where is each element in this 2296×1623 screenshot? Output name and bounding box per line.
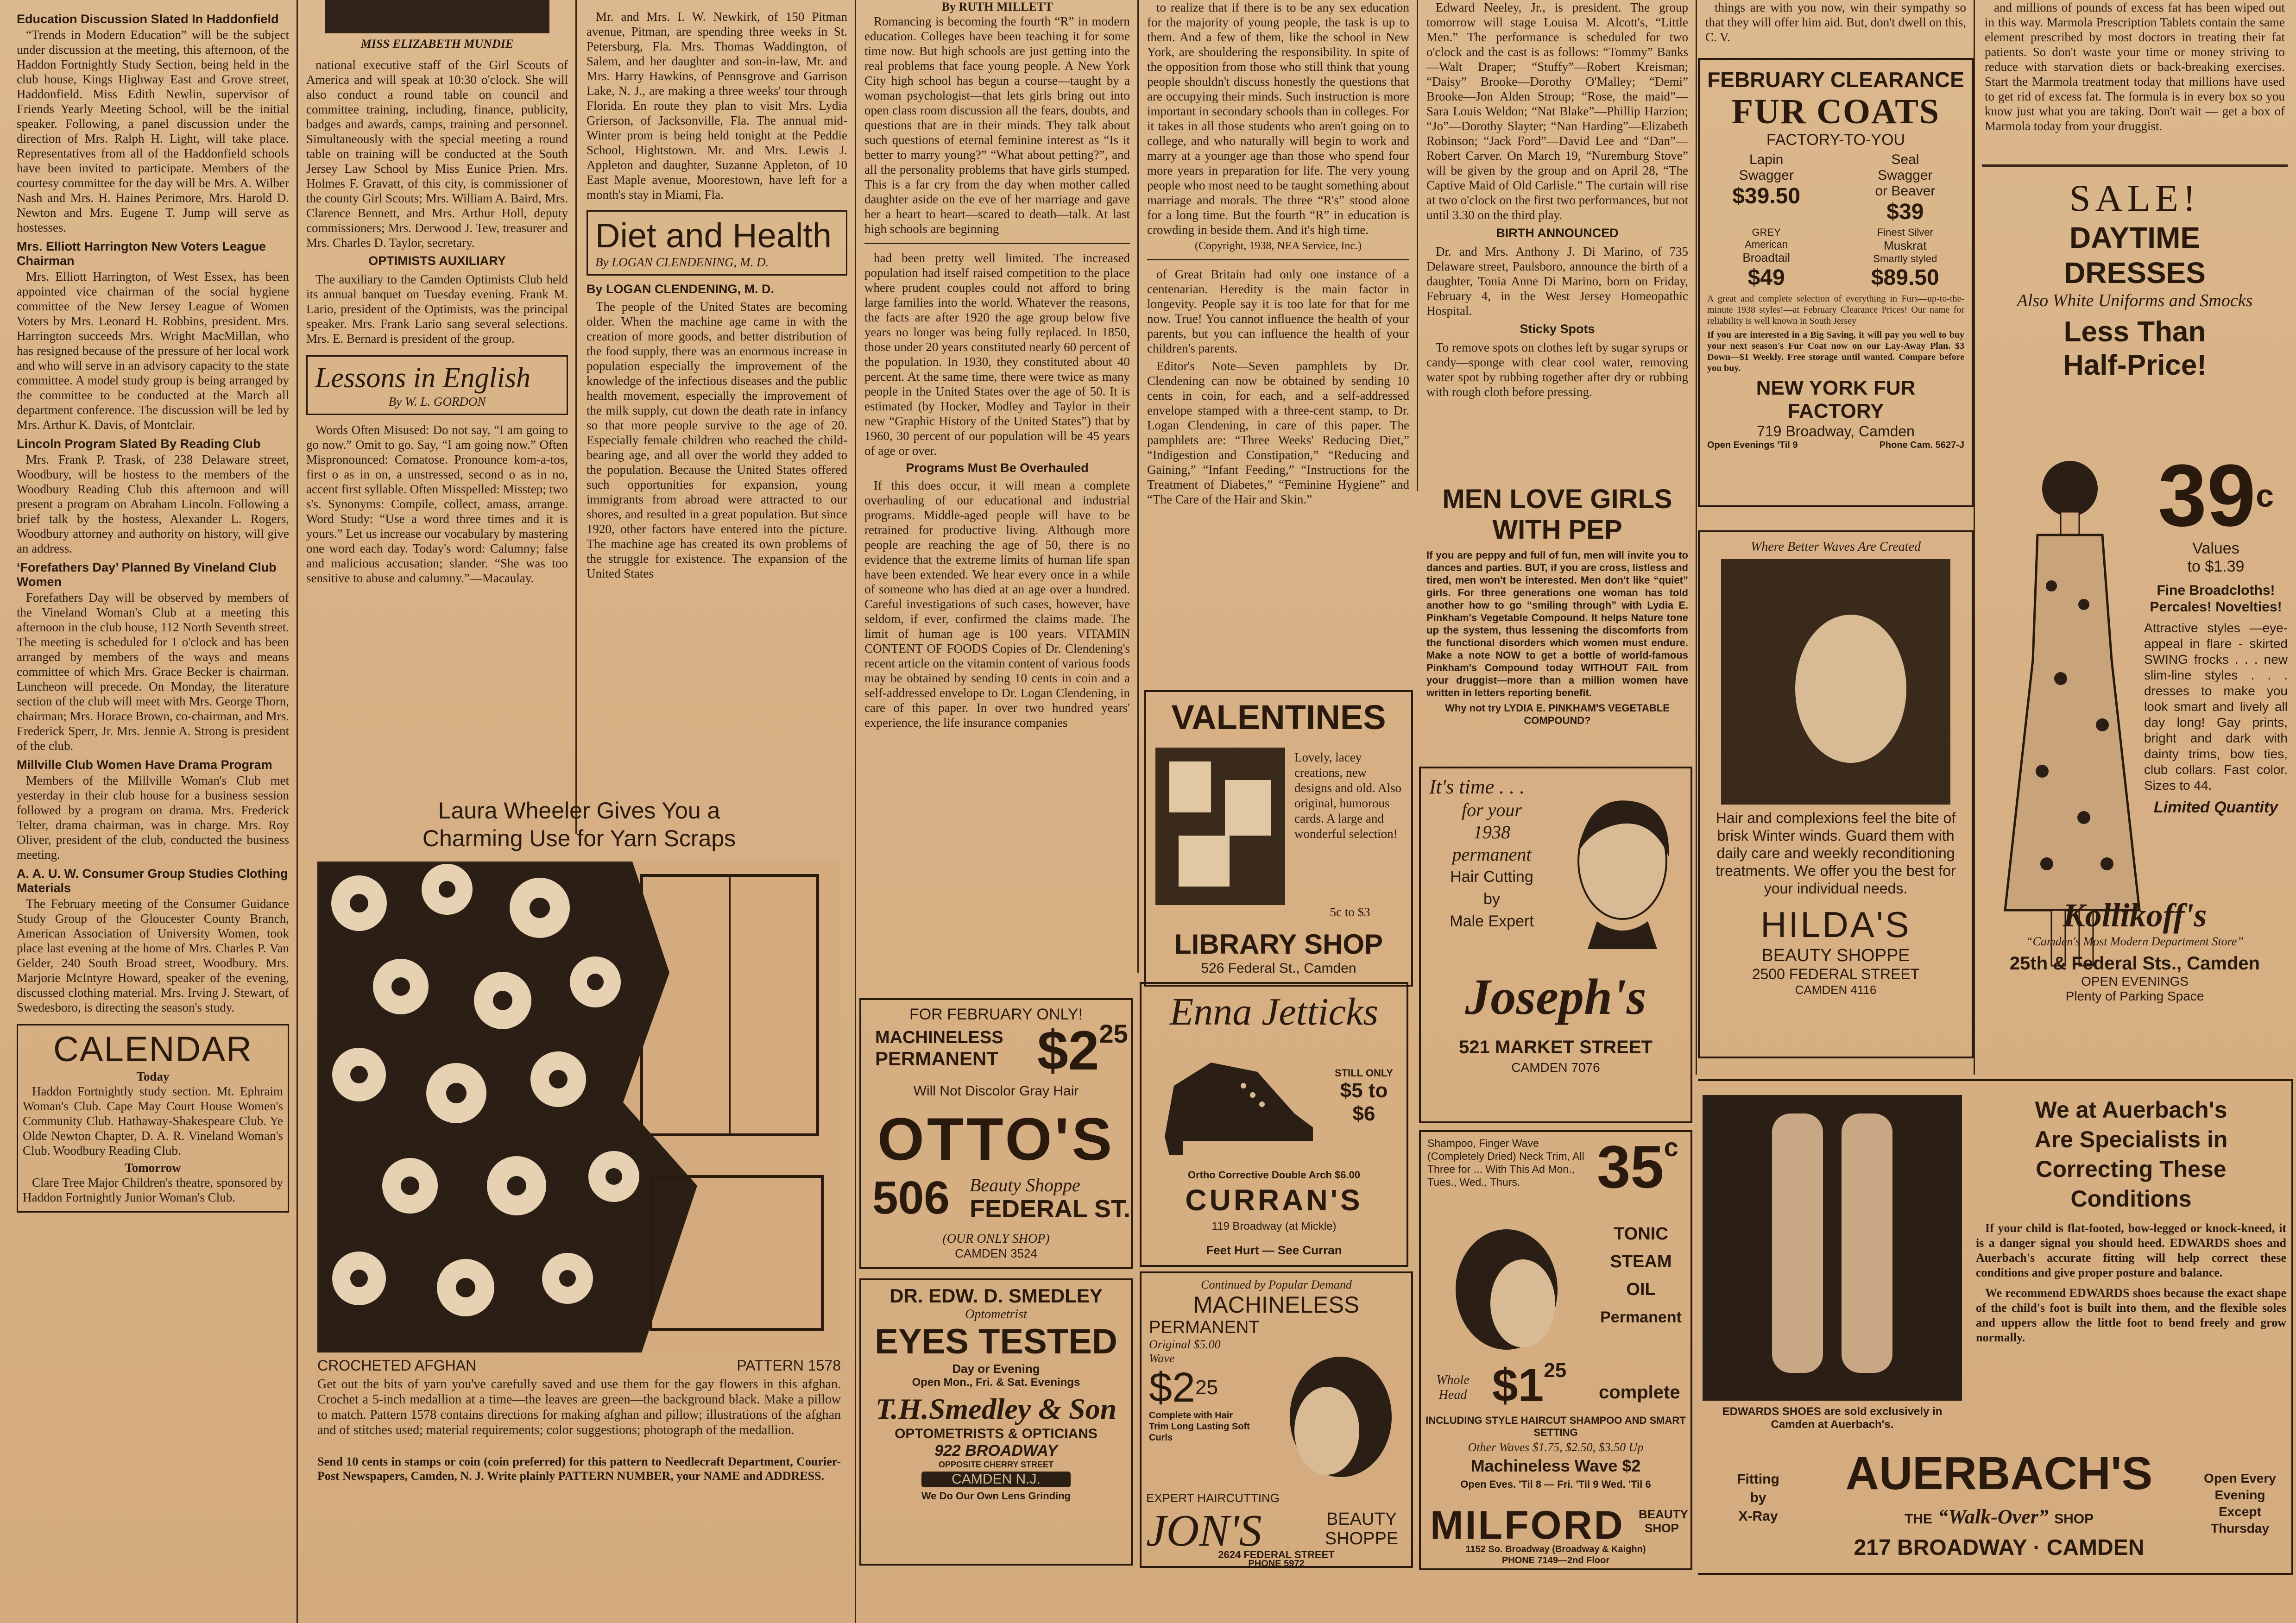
column-7	[1698, 0, 1974, 51]
lessons-box	[306, 355, 568, 415]
column-1	[9, 0, 296, 1623]
ad-sub: BEAUTY SHOP	[1639, 1507, 1688, 1535]
headline: Sticky Spots	[1520, 322, 1595, 336]
feature-headline: Laura Wheeler Gives You a	[438, 798, 720, 824]
ad-phone: CAMDEN 7076	[1511, 1060, 1600, 1075]
ad-address: 526 Federal St., Camden	[1201, 961, 1356, 976]
shamp-perm-box	[1597, 1220, 1685, 1331]
fur-price: $39	[1886, 200, 1924, 224]
values-line: to $1.39	[2187, 558, 2245, 575]
ad-store-name: NEW YORK FUR FACTORY	[1756, 377, 1916, 422]
fur-desc: Broadtail	[1742, 251, 1790, 264]
ad-store-name: Kollikoff's	[2063, 897, 2207, 934]
ad-store-name: OTTO'S	[877, 1105, 1115, 1173]
price-dollars: $1	[1492, 1359, 1544, 1411]
byline: By LOGAN CLENDENING, M. D.	[587, 282, 775, 296]
ad-footer: We Do Our Own Lens Grinding	[921, 1490, 1071, 1502]
shamp-price2	[1492, 1359, 1566, 1412]
ad-line: Hair Cutting	[1450, 868, 1533, 886]
ad-price: $5 to $6	[1340, 1079, 1388, 1125]
ad-brand: Enna Jetticks	[1169, 990, 1379, 1033]
ad-hildas	[1698, 530, 1974, 1058]
ad-store-name: MILFORD	[1430, 1503, 1625, 1548]
article-body: Words Often Misused: Do not say, “I am going to go now.” Omit to go. Say, “I am going now.” Often Mispronounced: Comatose. Pronounce kom-a-tos, first o as in on, a unstressed, second o as in no, accent first syllable. Often Misspelled: Misstep; two s's. Synonyms: Compile, collect, amass, arrange. Word Study: “Use a word three times and it is yours.” Let us increase our vocabulary by mastering one word each day. Today's word: Calumny; false and malicious accusation; slander. “She was too sensitive to abuse and calumny.”—Macaulay.	[306, 423, 568, 585]
ad-body: Shampoo, Finger Wave (Completely Dried) Neck Trim, All Three for ... With This Ad Mon., Tues., Wed., Thurs.	[1427, 1137, 1584, 1188]
ad-line: Other Waves $1.75, $2.50, $3.50 Up	[1468, 1441, 1644, 1454]
price-dollars: $2	[1037, 1019, 1099, 1082]
article-body: to realize that if there is to be any sex education for the majority of young people, the task is up to them. And a few of them, like the school in New York, are shouldering the responsibility. In spite of the opposition from those who still think that young people shouldn't discuss honestly the questions that are occupying their minds. Such instruction is more important in secondary schools than in colleges. For it takes in all those students who aren't going on to college, and who naturally will begin to work and marry at a younger age than those who spend four more years in preparation for life. The very young people who most need to be taught something about marriage and morals. The three “R's” stood alone for a long time. But the fourth “R” in education is crowding in beside them. And it's high time.	[1147, 0, 1409, 237]
article-body: Members of the Millville Woman's Club met yesterday in their club house for a business session followed by a program on drama. Mrs. Frederick Telter, drama chairman, was in charge. Mrs. Roy Oliver, president of the club, conducted the business meeting.	[17, 774, 289, 862]
ad-body: If your child is flat-footed, bow-legged or knock-kneed, it is a danger signal you should heed. EDWARDS shoes and Auerbach's accurate fitting will help correct these conditions and give proper posture and balance.	[1976, 1221, 2286, 1279]
fur-desc: Smartly styled	[1873, 253, 1937, 264]
fur-prices-row	[1707, 152, 1964, 225]
values-line: Values	[2192, 540, 2239, 557]
ad-body: We recommend EDWARDS shoes because the exact shape of the child's foot is built into them, and the flexible soles and uppers allow the little foot to bend freely and grow normally.	[1976, 1286, 2286, 1344]
ad-hours: Open Evenings 'Til 9	[1707, 440, 1798, 450]
ad-walkover: “Walk-Over”	[1938, 1505, 2049, 1528]
article-body: of Great Britain had only one instance of a centenarian. Heredity is the main factor in longevity. People say it is too late for that for me now. True! You cannot influence the health of your parents, but you can influence the health of your children's parents.	[1147, 267, 1409, 355]
fur-price: $39.50	[1732, 184, 1801, 208]
article-body: and millions of pounds of excess fat has been wiped out in this way. Marmola Prescription Tablets contain the same element prescribed by most doctors in treating their fat patients. So don't waste your time or money striving to reduce with starvation diets or back-breaking exercises. Start the Marmola treatment today that millions have used to get rid of excess fat. The formula is in every box so you know just what you are taking. Don't wait — get a box of Marmola today from your druggist.	[1985, 0, 2285, 133]
headline: Education Discussion Slated In Haddonfield	[17, 12, 279, 26]
ad-store-name: JON'S	[1146, 1506, 1262, 1556]
article-body: If this does occur, it will mean a complete overhauling of our educational and industrial programs. Middle-aged people will have to be retrained for productive living. Although more people are reaching the age of 50, there is no evidence that the extreme limits of human life span have been extended. We hear every once in a while of someone who has died at an age over a hundred. Careful investigations of such cases, however, have seldom, if ever, confirmed the claims made. The limit of human age is 100 years. VITAMIN CONTENT OF FOODS Copies of Dr. Clendening's recent article on the vitamin content of various foods may be obtained by sending 10 cents in coin and a self-addressed envelope to Dr. Logan Clendening, in care of this paper. In over two hundred years' experience, the life insurance companies	[864, 478, 1130, 730]
ad-address: 2500 FEDERAL STREET	[1752, 966, 1920, 982]
ad-store-name: CURRAN'S	[1185, 1183, 1363, 1217]
ad-price: 5c to $3	[1330, 905, 1370, 919]
ad-footer: Feet Hurt — See Curran	[1206, 1243, 1342, 1257]
byline: By RUTH MILLETT	[941, 0, 1053, 13]
price-dollars: 39	[2157, 447, 2256, 545]
column-8	[1977, 0, 2292, 148]
auer-fitting	[1726, 1470, 1791, 1526]
article-body: Edward Neeley, Jr., is president. The group tomorrow will stage Louisa M. Alcott's, “Little Men.” The performance is scheduled for two o'clock and the cast is as follows: “Tommy” Banks—Walt Draper; “Stuffy”—Robert Kreisman; “Daisy” Brooke—Dorothy O'Malley; “Demi” Brooke—Jon Alden Stroup; “Rose, the maid”—Sara Louis Weldon; “Nat Blake”—Phillip Harzion; “Jo”—Dorothy Slayter; “Nan Harding”—Elizabeth Robinson; “Jack Ford”—David Lee and “Dan”—Robert Carver. On March 19, “Nuremburg Stove” will be given by the group and on April 28, “The Captive Maid of Old Carlisle.” The curtain will rise at two o'clock on the first two performances, but not until 3.30 on the third play.	[1426, 0, 1688, 222]
byline: By W. L. GORDON	[388, 395, 486, 409]
article-body: Romancing is becoming the fourth “R” in modern education. Colleges have been teaching it for some time now. But high schools are just getting into the real problems that face young people. A New York City high school has begun a course—taught by a woman psychologist—that lets girls bring out into open class room discussion all the fears, doubts, and questions that are in their minds. They talk about such questions of eternal feminine interest as “Is it better to marry young?” “What about petting?”, and all the personality problems that have girls stumped. This is a far cry from the day when mother called daughter aside on the eve of her marriage and gave her a heart to heart—scared to death—talk. At last high schools are beginning	[864, 14, 1130, 236]
ad-line: Also White Uniforms and Smocks	[2017, 291, 2253, 310]
ad-address: 521 MARKET STREET	[1459, 1037, 1653, 1057]
ad-jons	[1140, 1271, 1413, 1568]
ad-parking: Plenty of Parking Space	[2065, 989, 2204, 1003]
ad-line: PERMANENT	[1149, 1318, 1260, 1337]
ad-line: DAYTIME	[2069, 221, 2201, 254]
article-body: Forefathers Day will be observed by members of the Vineland Woman's Club at a meeting this afternoon in the club house, 112 North Seventh street. The meeting is scheduled for 1 o'clock and has been arranged by members of the ways and means committee of which Mrs. Grace Becker is chairman. Luncheon will precede. On Monday, the literature section of the club will meet with Mrs. George Thorn, chairman; Mrs. Horace Brown, co-chairman, and Mrs. Frederick Sperr, Jr. Mrs. Jennie A. Strong is president of the club.	[17, 591, 289, 753]
price-cents: c	[2256, 478, 2274, 514]
column-rule	[296, 0, 298, 1623]
ad-line: Fitting	[1737, 1472, 1779, 1487]
sale-price-column	[2144, 447, 2288, 817]
woman-portrait	[1721, 559, 1950, 805]
fur-item	[1846, 226, 1964, 290]
ad-title: MACHINELESS	[1193, 1292, 1360, 1318]
ad-line: PERMANENT	[875, 1048, 999, 1069]
ad-kollikoff-sale	[1977, 160, 2292, 1068]
ad-line: TONIC	[1614, 1224, 1668, 1244]
fur-desc: Muskrat	[1884, 239, 1927, 252]
ad-enna-jetticks	[1140, 982, 1408, 1267]
ad-body: If you are peppy and full of fun, men will invite you to dances and parties. BUT, if you are cross, listless and tired, men won't be interested. Men don't like “quiet” girls. For three generations one woman has told another how to go “smiling through” with Lydia E. Pinkham's Vegetable Compound. It helps Nature tone up the system, thus lessening the discomforts from the functional disorders which women must endure. Make a note NOW to get a bottle of world-famous Pinkham's Compound today WITHOUT FAIL from your druggist—more than a million women have written in letters reporting benefit.	[1426, 549, 1688, 698]
headline: BIRTH ANNOUNCED	[1496, 226, 1619, 240]
ad-store-name: DR. EDW. D. SMEDLEY	[889, 1285, 1103, 1307]
ad-smedley	[859, 1278, 1133, 1566]
ad-ottos	[859, 998, 1133, 1269]
ad-store-name: LIBRARY SHOP	[1174, 929, 1383, 960]
fur-desc: Swagger	[1878, 168, 1933, 183]
ad-phone: Phone Cam. 5627-J	[1879, 440, 1964, 450]
ad-line: It's time . . .	[1429, 775, 1525, 798]
ad-phone: PHONE 7149—2nd Floor	[1501, 1555, 1610, 1566]
ad-address: 217 BROADWAY · CAMDEN	[1854, 1535, 2145, 1560]
ad-line: Open Every	[2204, 1471, 2276, 1485]
fur-desc: American	[1745, 239, 1788, 250]
byline: By LOGAN CLENDENING, M. D.	[595, 255, 769, 269]
feature-headline: Charming Use for Yarn Scraps	[422, 825, 736, 851]
column-2	[299, 0, 575, 834]
afghan-illustration	[317, 862, 841, 1352]
ad-line: FOR FEBRUARY ONLY!	[909, 1006, 1083, 1023]
pattern-label: CROCHETED AFGHAN	[317, 1357, 477, 1374]
ad-open: OPEN EVENINGS	[2081, 974, 2189, 988]
ad-body: Lovely, lacey creations, new designs and old. Also original, humorous cards. A large and wonderful selection!	[1294, 750, 1402, 841]
ad-line: OPTOMETRISTS & OPTICIANS	[895, 1426, 1098, 1441]
diet-box	[587, 210, 847, 276]
fur-prices-row	[1707, 226, 1964, 290]
ad-line: Ortho Corrective Double Arch $6.00	[1187, 1169, 1361, 1181]
ad-line: permanent	[1452, 844, 1532, 865]
ad-line: OIL	[1626, 1280, 1656, 1299]
ad-line: Thursday	[2210, 1521, 2270, 1535]
column-6	[1419, 0, 1696, 472]
auer-text	[1976, 1095, 2286, 1345]
ad-body: Hair and complexions feel the bite of brisk Winter winds. Guard them with daily care and weekly reconditioning treatments. We offer you the best for your individual needs.	[1716, 810, 1956, 897]
price-cents: 25	[1544, 1359, 1567, 1382]
ad-still: STILL ONLY	[1335, 1067, 1393, 1079]
ad-line: Except	[2219, 1504, 2261, 1519]
column-3	[579, 0, 855, 834]
ad-tag: “Camden's Most Modern Department Store”	[2026, 935, 2244, 948]
ad-phone: PHONE 5972	[1248, 1559, 1305, 1568]
article-body: Mrs. Frank P. Trask, of 238 Delaware street, Woodbury, will be hostess to the members of the Woodbury Reading Club this afternoon and will present a program on Abraham Lincoln. Following a brief talk by the hostess, Alexander L. Rogers, Woodbury attorney and authority on history, will give an address.	[17, 453, 289, 555]
portrait-photo	[325, 0, 549, 33]
shamp-price	[1597, 1132, 1678, 1202]
article-body: things are with you now, win their sympathy so that they will offer him aid. But, don't dwell on this, C. V.	[1705, 0, 1966, 44]
fur-desc: Seal	[1891, 152, 1919, 167]
headline: A. A. U. W. Consumer Group Studies Clothing Materials	[17, 867, 288, 895]
editor-note: Editor's Note—Seven pamphlets by Dr. Clendening can now be obtained by sending 10 cents in coin, for each, and a self-addressed envelope stamped with a three-cent stamp, to Dr. Logan Clendening, in care of this paper. The pamphlets are: “Three Weeks' Reducing Diet,” “Indigestion and Constipation,” “Reducing and Gaining,” “Infant Feeding,” “Instructions for the Treatment of Diabetes,” “Feminine Hygiene” and “The Care of the Hair and Skin.”	[1147, 359, 1409, 506]
column-rule	[1974, 0, 1975, 1075]
article-body: Mrs. Elliott Harrington, of West Essex, has been appointed vice chairman of the social hygiene committee of the New Jersey League of Women Voters by Mrs. Leonard H. Robbins, president. Mrs. Harrington succeeds Mrs. Wright MacMillan, who has resigned because of the pressure of her local work and who will serve in an advisory capacity to the state committee. A model study group is being arranged by the committee to be conducted at the March all department conference. The discussion will be led by Mrs. Arthur K. Davis, of Montclair.	[17, 270, 289, 432]
article-body: had been pretty well limited. The increased population had itself raised competition to the place where prudent couples could not afford to bring large families into the world. Whatever the reasons, the facts are after 1920 the age group below five years no longer was being fully replaced. In 1850, those under 20 years constituted nearly 60 percent of the population. In 1930, they constituted about 40 percent. At the same time, there were twice as many people in the United States over the age of 50. It is estimated (by Hocker, Modley and Taylor in their new “Graphic History of the United States”) that by 1960, 30 percent of our population will be 45 years of age or over.	[864, 251, 1130, 458]
ad-title: SALE!	[2069, 177, 2201, 219]
fur-item	[1846, 152, 1964, 225]
ad-line: FACTORY-TO-YOU	[1766, 131, 1905, 149]
joseph-text	[1429, 775, 1554, 932]
ad-fur-coats	[1698, 58, 1974, 507]
ad-city: CAMDEN N.J.	[921, 1472, 1071, 1487]
ad-line: Half-Price!	[2063, 349, 2207, 381]
subhead: Programs Must Be Overhauled	[906, 461, 1089, 475]
fur-desc: Finest Silver	[1877, 226, 1933, 238]
ad-line: X-Ray	[1738, 1509, 1778, 1524]
column-rule	[855, 0, 856, 1623]
ad-footer: Why not try LYDIA E. PINKHAM'S VEGETABLE COMPOUND?	[1445, 702, 1670, 726]
article-body: The auxiliary to the Camden Optimists Club held its annual banquet on Tuesday evening. Frank M. Lario, president of the Optimists, was the principal speaker. Mrs. Frank Lario sang several selections. Mrs. E. Bernard is president of the group.	[306, 272, 568, 346]
fur-desc: or Beaver	[1875, 183, 1936, 199]
otto-perm-text	[875, 1028, 1003, 1070]
ad-line: 1938	[1473, 822, 1510, 843]
kollikoff-footer	[1982, 896, 2288, 1004]
headline: Lincoln Program Slated By Reading Club	[17, 437, 261, 451]
ad-pinkham	[1419, 479, 1696, 760]
pattern-labels	[317, 1357, 841, 1374]
calendar-body: Clare Tree Major Children's theatre, sponsored by Haddon Fortnightly Junior Woman's Club.	[23, 1176, 283, 1204]
pattern-body: Get out the bits of yarn you've carefully saved and use them for the gay flowers in this afghan. Crochet a 5-inch medallion at a time—the leaves are green—the background black. Make a pillow to match. Pattern 1578 contains directions for making afghan and pillow; illustrations of the afghan and of stitches used; material requirements; color suggestions; photograph of the medallion.	[317, 1377, 841, 1437]
column-rule	[575, 0, 577, 834]
ad-line: Will Not Discolor Gray Hair	[913, 1083, 1079, 1099]
ad-sub: BEAUTY SHOPPE	[1761, 946, 1910, 965]
ad-line: Open Mon., Fri. & Sat. Evenings	[912, 1376, 1080, 1389]
otto-street: FEDERAL ST.	[970, 1195, 1131, 1223]
jettick-price-box	[1327, 1067, 1401, 1126]
calendar-subhead: Today	[136, 1069, 170, 1083]
otto-sub: Beauty Shoppe	[970, 1175, 1080, 1195]
otto-price	[1037, 1019, 1128, 1082]
article-body: Dr. and Mrs. Anthony J. Di Marino, of 735 Delaware street, Paulsboro, announce the birth of a daughter, Tonia Anne Di Marino, born on Friday, February 4, in the West Jersey Homeopathic Hospital.	[1426, 245, 1688, 318]
column-title: Diet and Health	[595, 216, 832, 255]
divider	[1982, 164, 2288, 167]
column-title: Lessons in English	[315, 362, 531, 394]
ad-address: 2624 FEDERAL STREET	[1218, 1549, 1335, 1560]
fur-desc: Swagger	[1739, 168, 1794, 183]
article-body: Mr. and Mrs. I. W. Newkirk, of 150 Pitman avenue, Pitman, are spending three weeks in St. Petersburg, Fla. Mrs. Thomas Waddington, of Salem, and her daughter and son-in-law, Mr. and Mrs. Harry Hawkins, of Pennsgrove and Garrison Lake, N. J., are making a three weeks' tour through Florida. En route they plan to visit Mrs. Lydia Grierson, of Jacksonville, Fla. The annual mid-Winter prom is being held tonight at the Peddie School, Hightstown. Mr. and Mrs. Lewis J. Appleton and daughter, Suzanne Appleton, of 10 East Maple avenue, Moorestown, have left for a month's stay in Miami, Fla.	[587, 10, 847, 201]
calendar-body: Haddon Fortnightly study section. Mt. Ephraim Woman's Club. Cape May Court House Women's Community Club. Hathaway-Shakespeare Club. Ye Olde Newton Chapter, D. A. R. Vineland Woman's Club. Woodbury Reading Club.	[23, 1084, 283, 1157]
article-body: national executive staff of the Girl Scouts of America and will speak at 10:30 o'clock. She will also conduct a round table on council and committee training, including, finance, publicity, badges and awards, camps, training and personnel. Simultaneously with the special meeting a round table on training will be conducted at the South Jersey Law School by Miss Eunice Prien. Mrs. Holmes F. Gravatt, of this city, is commissioner of the county Girl Scouts; Mrs. William A. Baird, Mrs. Clarence Bennett, and Mrs. Arthur Holl, deputy commissioners; Mrs. Derwood J. Tew, treasurer and Mrs. Charles D. Taylor, secretary.	[306, 58, 568, 250]
ad-line: Less Than	[2063, 316, 2206, 348]
ad-line: Machineless Wave $2	[1470, 1456, 1641, 1475]
column-rule	[1696, 0, 1697, 1075]
ad-line: for your	[1462, 799, 1522, 820]
ad-title: MEN LOVE GIRLS	[1442, 484, 1672, 514]
ad-line: by	[1750, 1490, 1766, 1505]
ad-body: Attractive styles —eye-appeal in flare - skirted SWING frocks . . . new slim-line styles . . . dresses to make you look smart and lively all day long! Gay prints, bright and dark with dainty trims, bow ties, club collars. Fast color. Sizes to 44.	[2144, 621, 2288, 793]
ad-address: 719 Broadway, Camden	[1757, 423, 1915, 440]
photo-caption: MISS ELIZABETH MUNDIE	[360, 37, 514, 50]
headline: ‘Forefathers Day’ Planned By Vineland Club Women	[17, 560, 277, 589]
article-body: The people of the United States are becoming older. When the machine age came in with the creation of more goods, and better distribution of the food supply, there was an enormous increase in population especially the improvement of the knowledge of the infectious diseases and the public health movement, especially the improvement of the milk supply, cut down the death rate in infancy so that more people survive to the age of 20. Especially female children who reached the child-bearing age, and all over the world they added to the population. Because the United States offered such opportunities for expansion, young immigrants from abroad were attracted to our shores, and resulted in a great population. But since 1920, other factors have entered into the picture. The machine age has created its own problems of the struggle for existence. The expansion of the United States	[587, 300, 847, 580]
calendar-box	[17, 1024, 289, 1213]
ad-phone: CAMDEN 4116	[1795, 983, 1877, 997]
ad-line: EXPERT HAIRCUTTING	[1146, 1491, 1280, 1505]
ad-line: DRESSES	[2064, 256, 2206, 289]
ad-valentines	[1144, 690, 1413, 987]
headline: Millville Club Women Have Drama Program	[17, 758, 272, 772]
ad-line: Continued by Popular Demand	[1201, 1278, 1352, 1291]
column-rule	[1417, 0, 1418, 491]
ad-address: 25th & Federal Sts., Camden	[2009, 953, 2260, 974]
ad-phone: CAMDEN 3524	[955, 1246, 1037, 1260]
price-dollars: $2	[1149, 1365, 1196, 1411]
ad-line: (OUR ONLY SHOP)	[942, 1232, 1050, 1246]
fur-item	[1707, 226, 1825, 290]
woman-head-illustration	[1271, 1343, 1406, 1486]
ad-sub: Optometrist	[965, 1307, 1027, 1321]
ad-hours: Open Eves. 'Til 8 — Fri. 'Til 9 Wed. 'Til 6	[1460, 1478, 1651, 1490]
article-body: “Trends in Modern Education” will be the subject under discussion at the meeting, this afternoon, of the Haddon Fortnightly Study Section, being held in the club house, Kings Highway East and Grove street, Haddonfield. Miss Edith Newlin, supervisor of Friends Yearly Meeting School, will be the initial speaker. Following, a panel discussion under the direction of Mrs. Ralph H. Light, will take place. Representatives from all of the Haddonfield schools have been invited to participate. Members of the courtesy committee for the day will be Mrs. A. Wilber Nash and Mrs. H. Haines Perimore, Mrs. Harold D. Newton and Mrs. Eugene T. Jump will serve as hostesses.	[17, 28, 289, 234]
ad-milford	[1419, 1130, 1692, 1570]
ad-shop: SHOP	[2054, 1511, 2094, 1527]
ad-line: We at Auerbach's	[2035, 1097, 2227, 1123]
ad-line: STEAM	[1610, 1252, 1672, 1271]
copyright: (Copyright, 1938, NEA Service, Inc.)	[1195, 240, 1362, 252]
sale-limited: Limited Quantity	[2153, 799, 2278, 816]
ad-auerbachs	[1698, 1079, 2293, 1575]
photo-caption: EDWARDS SHOES are sold exclusively in Camden at Auerbach's.	[1722, 1405, 1943, 1431]
article-body: The February meeting of the Consumer Guidance Study Group of the Gloucester County Branch, American Association of University Women, took place last evening at the home of Mrs. Charles P. Van Gelder, 240 South Broad street, Woodbury. Mrs. Marjorie McIntyre Howard, speaker of the evening, discussed clothing material. Mrs. Irving J. Stewart, of Swedesboro, is directing the season's study.	[17, 897, 289, 1014]
ad-line: Original $5.00 Wave	[1149, 1338, 1221, 1365]
column-5	[1140, 0, 1417, 695]
ad-body: If you are interested in a Big Saving, it will pay you well to buy your next season's Fur Coat now on our Lay-Away Plan. $3 Down—$1 Weekly. Free storage until wanted. Compare before you buy.	[1707, 330, 1964, 373]
ad-complete: complete	[1599, 1382, 1680, 1403]
price-cents: c	[1664, 1132, 1678, 1162]
price-dollars: 35	[1597, 1133, 1664, 1201]
otto-number: 506	[872, 1172, 950, 1224]
sale-price	[2144, 447, 2288, 545]
ad-line: by	[1483, 890, 1500, 908]
divider	[1147, 259, 1409, 260]
divider	[864, 243, 1130, 244]
ad-title: VALENTINES	[1171, 698, 1386, 736]
ad-josephs	[1419, 767, 1692, 1123]
woman-head-illustration	[1560, 782, 1685, 949]
ad-line: MACHINELESS	[875, 1028, 1003, 1047]
ad-line: OPPOSITE CHERRY STREET	[938, 1460, 1054, 1469]
ad-store-name: HILDA'S	[1760, 904, 1911, 945]
ad-address: 1152 So. Broadway (Broadway & Kaighn)	[1465, 1544, 1646, 1554]
fur-price: $49	[1747, 265, 1785, 290]
ad-body: Complete with Hair Trim Long Lasting Soft Curls	[1149, 1410, 1250, 1443]
ad-line: Male Expert	[1450, 912, 1534, 930]
column-4	[857, 0, 1137, 991]
shoe-illustration	[1155, 1044, 1322, 1155]
auer-walkover	[1814, 1505, 2184, 1529]
fur-desc: GREY	[1752, 226, 1781, 238]
ad-tag: Where Better Waves Are Created	[1750, 540, 1921, 554]
ad-title: WITH PEP	[1492, 515, 1622, 545]
ad-store-name: AUERBACH'S	[1845, 1447, 2153, 1499]
ad-line: Permanent	[1600, 1308, 1682, 1326]
ad-script: T.H.Smedley & Son	[875, 1392, 1117, 1425]
ad-body: A great and complete selection of everything in Furs—up-to-the-minute 1938 styles!—at February Clearance Prices! Our name for reliability is well known in South Jersey	[1707, 294, 1964, 326]
ad-line: FEBRUARY CLEARANCE	[1707, 68, 1964, 92]
price-cents: 25	[1099, 1019, 1128, 1048]
auer-open	[2198, 1470, 2282, 1537]
afghan-pattern-feature	[303, 797, 855, 1584]
shamp-whole-row	[1427, 1359, 1687, 1411]
sale-fine: Fine Broadcloths! Percales! Novelties!	[2150, 583, 2282, 615]
fur-price: $89.50	[1871, 265, 1939, 290]
headline: Mrs. Elliott Harrington New Voters League Chairman	[17, 239, 266, 268]
ad-line: INCLUDING STYLE HAIRCUT SHAMPOO AND SMART SETTING	[1426, 1415, 1686, 1438]
article-body: To remove spots on clothes left by sugar syrups or candy—sponge with clear cool water, removing water spot by rubbing together after dry or rubbing with rough cloth before pressing.	[1426, 340, 1688, 399]
woman-head-illustration	[1430, 1206, 1583, 1359]
column-rule	[1137, 0, 1139, 973]
ad-line: Are Specialists in	[2034, 1126, 2228, 1152]
ad-the: THE	[1904, 1511, 1932, 1527]
calendar-title: CALENDAR	[53, 1030, 252, 1069]
fur-desc: Lapin	[1749, 152, 1784, 167]
ad-address: 922 BROADWAY	[934, 1442, 1058, 1459]
ad-line: Correcting These	[2036, 1156, 2227, 1182]
ad-title: FUR COATS	[1731, 92, 1940, 131]
ad-whole: Whole Head	[1436, 1373, 1470, 1402]
ad-address: 119 Broadway (at Mickle)	[1211, 1220, 1337, 1233]
child-legs-photo	[1703, 1095, 1962, 1401]
otto-address	[872, 1171, 1132, 1225]
fur-item	[1707, 152, 1825, 225]
ad-store-name: Joseph's	[1465, 969, 1646, 1025]
headline: OPTIMISTS AUXILIARY	[368, 254, 506, 268]
pattern-order: Send 10 cents in stamps or coin (coin preferred) for this pattern to Needlecraft Department, Courier-Post Newspapers, Camden, N. J. Write plainly PATTERN NUMBER, your NAME and ADDRESS.	[317, 1455, 841, 1483]
pattern-number: PATTERN 1578	[737, 1357, 841, 1374]
calendar-subhead: Tomorrow	[125, 1161, 181, 1175]
valentine-cards-illustration	[1155, 748, 1285, 905]
ad-title: EYES TESTED	[875, 1322, 1117, 1361]
price-cents: 25	[1195, 1376, 1218, 1399]
ad-line: Evening	[2214, 1488, 2265, 1502]
ad-line: Conditions	[2070, 1186, 2192, 1212]
ad-footer	[1707, 440, 1964, 451]
ad-sub: BEAUTY SHOPPE	[1325, 1510, 1399, 1548]
ad-line: Day or Evening	[952, 1362, 1040, 1376]
